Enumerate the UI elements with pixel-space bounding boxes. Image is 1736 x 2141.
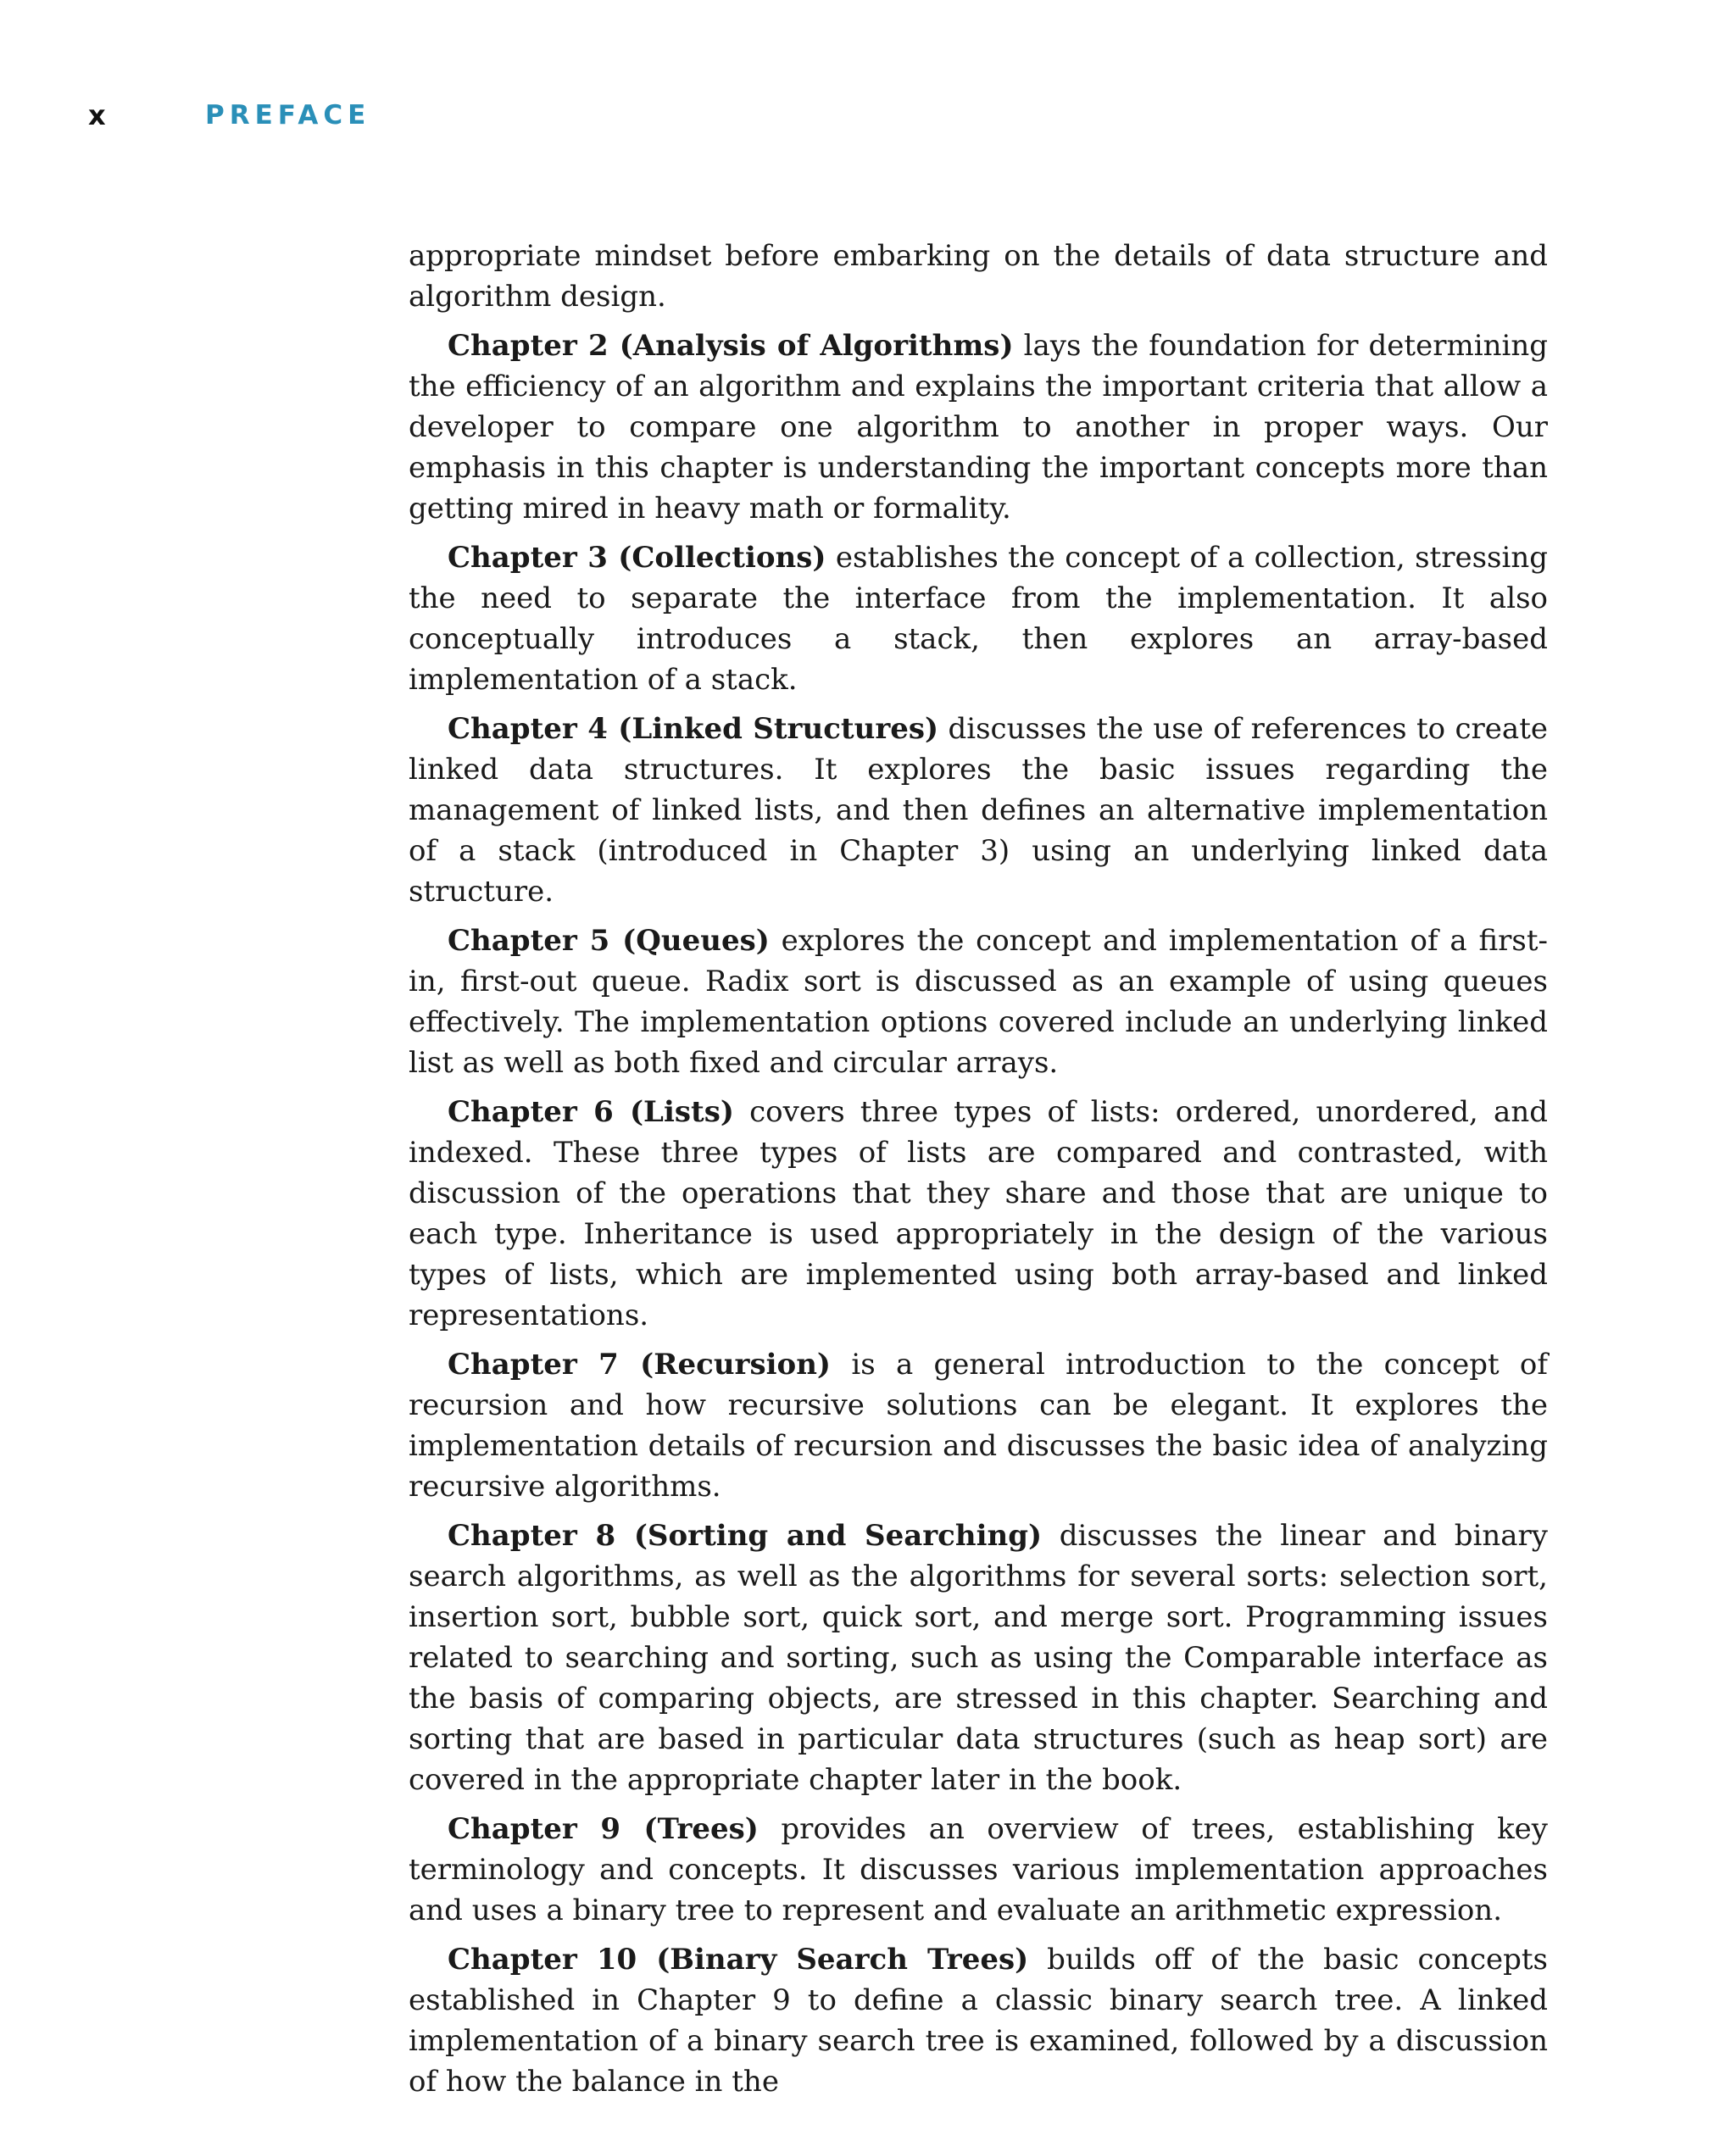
chapter-heading: Chapter 4 (Linked Structures) <box>448 712 939 746</box>
paragraph-chapter-10 <box>409 1939 1548 2102</box>
paragraph-chapter-9 <box>409 1809 1548 1931</box>
chapter-heading: Chapter 8 (Sorting and Searching) <box>448 1519 1043 1553</box>
chapter-heading: Chapter 9 (Trees) <box>448 1812 759 1846</box>
section-title: PREFACE <box>205 100 371 131</box>
paragraph-body: discusses the use of references to create linked data structures. It explores the basic issues regarding the management of linked lists, and then defines an alternative implementation of a stack (introduced in Chapter 3) using an underlying linked data structure. <box>409 712 1548 909</box>
running-head <box>88 95 370 136</box>
paragraph-chapter-8 <box>409 1515 1548 1800</box>
chapter-heading: Chapter 7 (Recursion) <box>448 1348 832 1382</box>
paragraph-chapter-6 <box>409 1092 1548 1336</box>
chapter-heading: Chapter 10 (Binary Search Trees) <box>448 1943 1029 1977</box>
paragraph-chapter-3 <box>409 537 1548 700</box>
paragraph-continuation <box>409 236 1548 317</box>
paragraph-body: is a general introduction to the concept of recursion and how recursive solutions can be elegant. It explores the implementation details of recursion and discusses the basic idea of analyzing recursive algorithms. <box>409 1348 1548 1504</box>
page-number: x <box>88 99 106 131</box>
chapter-heading: Chapter 6 (Lists) <box>448 1095 734 1129</box>
chapter-heading: Chapter 3 (Collections) <box>448 541 826 575</box>
paragraph-body: lays the foundation for determining the efficiency of an algorithm and explains the important criteria that allow a developer to compare one algorithm to another in proper ways. Our emphasis in this chapter is understanding the important concepts more than getting mired in heavy math or formality. <box>409 329 1549 526</box>
paragraph-body: builds off of the basic concepts established in Chapter 9 to define a classic binary search tree. A linked implementation of a binary search tree is examined, followed by a discussion of how the balance in the <box>409 1943 1548 2099</box>
paragraph-body: explores the concept and implementation of a first-in, first-out queue. Radix sort is discussed as an example of using queues effectively. The implementation options covered include an underlying linked list as well as both fixed and circular arrays. <box>409 924 1548 1080</box>
paragraph-body: establishes the concept of a collection, stressing the need to separate the interface from the implementation. It also conceptually introduces a stack, then explores an array-based implementation of a stack. <box>409 541 1548 697</box>
paragraph-chapter-2 <box>409 325 1548 529</box>
paragraph-body: appropriate mindset before embarking on the details of data structure and algorithm design. <box>409 239 1548 314</box>
paragraph-chapter-7 <box>409 1344 1548 1507</box>
paragraph-chapter-5 <box>409 920 1548 1083</box>
paragraph-body: covers three types of lists: ordered, unordered, and indexed. These three types of lists are compared and contrasted, with discussion of the operations that they share and those that are unique to each type. Inheritance is used appropriately in the design of the various types of lists, which are implemented using both array-based and linked representations. <box>409 1095 1548 1332</box>
chapter-heading: Chapter 5 (Queues) <box>448 924 770 958</box>
body-text <box>409 236 1548 2110</box>
paragraph-body: provides an overview of trees, establishing key terminology and concepts. It discusses various implementation approaches and uses a binary tree to represent and evaluate an arithmetic expression. <box>409 1812 1549 1927</box>
chapter-heading: Chapter 2 (Analysis of Algorithms) <box>448 329 1014 363</box>
paragraph-chapter-4 <box>409 709 1548 912</box>
paragraph-body: discusses the linear and binary search algorithms, as well as the algorithms for several sorts: selection sort, insertion sort, bubble sort, quick sort, and merge sort. Programming issues related to searching and sorting, such as using the Comparable interface as the basis of comparing objects, are stressed in this chapter. Searching and sorting that are based in particular data structures (such as heap sort) are covered in the appropriate chapter later in the book. <box>409 1519 1548 1797</box>
